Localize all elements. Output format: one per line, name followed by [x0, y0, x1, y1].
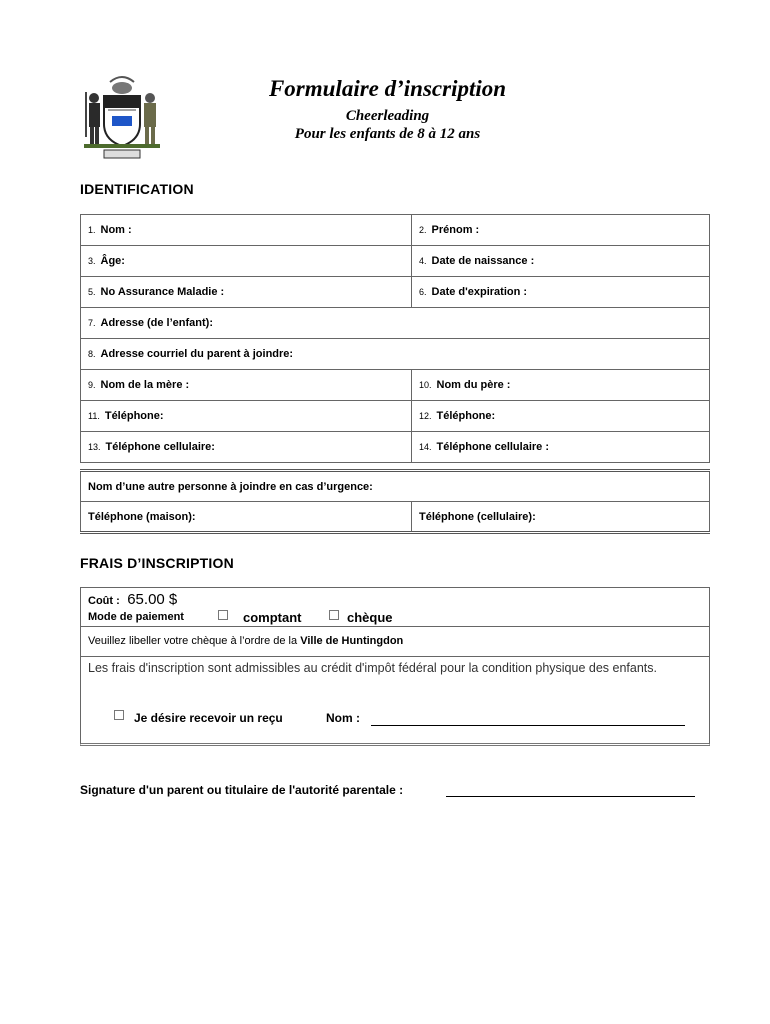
last-name-field[interactable]: 1. Nom : [81, 215, 412, 246]
cheque-option-label: chèque [347, 610, 393, 625]
receipt-checkbox[interactable] [114, 710, 124, 720]
form-subtitle-ages: Pour les enfants de 8 à 12 ans [294, 126, 481, 142]
health-insurance-field[interactable]: 5. No Assurance Maladie : [81, 277, 412, 308]
emergency-contact-table [80, 469, 710, 534]
receipt-name-label: Nom : [326, 711, 360, 725]
child-address-field[interactable]: 7. Adresse (de l’enfant): [81, 308, 710, 339]
signature-line[interactable] [446, 796, 695, 797]
cost-row [88, 591, 177, 609]
fees-divider-1 [81, 626, 709, 627]
cost-label: Coût : [88, 595, 120, 607]
cheque-note: Veuillez libeller votre chèque à l’ordre de la Ville de Huntingdon [88, 635, 404, 647]
cash-checkbox[interactable] [218, 610, 228, 620]
identification-table [80, 214, 710, 463]
form-title: Formulaire d’inscription [268, 76, 507, 101]
mother-phone-field[interactable]: 11. Téléphone: [81, 401, 412, 432]
mother-cell-field[interactable]: 13. Téléphone cellulaire: [81, 432, 412, 463]
first-name-field[interactable]: 2. Prénom : [412, 215, 710, 246]
parent-email-field[interactable]: 8. Adresse courriel du parent à joindre: [81, 339, 710, 370]
fees-heading: FRAIS D’INSCRIPTION [80, 555, 234, 571]
identification-heading: IDENTIFICATION [80, 181, 194, 197]
emergency-home-phone-field[interactable]: Téléphone (maison): [81, 502, 412, 533]
father-phone-field[interactable]: 12. Téléphone: [412, 401, 710, 432]
tax-credit-note: Les frais d'inscription sont admissibles au crédit d'impôt fédéral pour la condition physique des enfants. [88, 661, 657, 675]
cheque-payee: Ville de Huntingdon [300, 635, 404, 647]
receipt-name-line[interactable] [371, 725, 685, 726]
cash-option-label: comptant [243, 610, 302, 625]
fees-divider-2 [81, 656, 709, 657]
cost-value: 65.00 $ [127, 591, 178, 608]
mother-name-field[interactable]: 9. Nom de la mère : [81, 370, 412, 401]
emergency-cell-phone-field[interactable]: Téléphone (cellulaire): [412, 502, 710, 533]
age-field[interactable]: 3. Âge: [81, 246, 412, 277]
payment-method-label: Mode de paiement [88, 611, 184, 623]
father-name-field[interactable]: 10. Nom du père : [412, 370, 710, 401]
receipt-label: Je désire recevoir un reçu [134, 711, 283, 725]
emergency-contact-field[interactable]: Nom d’une autre personne à joindre en cas d’urgence: [81, 471, 710, 502]
expiration-date-field[interactable]: 6. Date d'expiration : [412, 277, 710, 308]
cheque-checkbox[interactable] [329, 610, 339, 620]
father-cell-field[interactable]: 14. Téléphone cellulaire : [412, 432, 710, 463]
signature-label: Signature d'un parent ou titulaire de l'autorité parentale : [80, 783, 404, 797]
coat-of-arms-logo [80, 74, 164, 162]
fees-box [80, 587, 710, 746]
birth-date-field[interactable]: 4. Date de naissance : [412, 246, 710, 277]
form-subtitle-activity: Cheerleading [345, 108, 430, 124]
